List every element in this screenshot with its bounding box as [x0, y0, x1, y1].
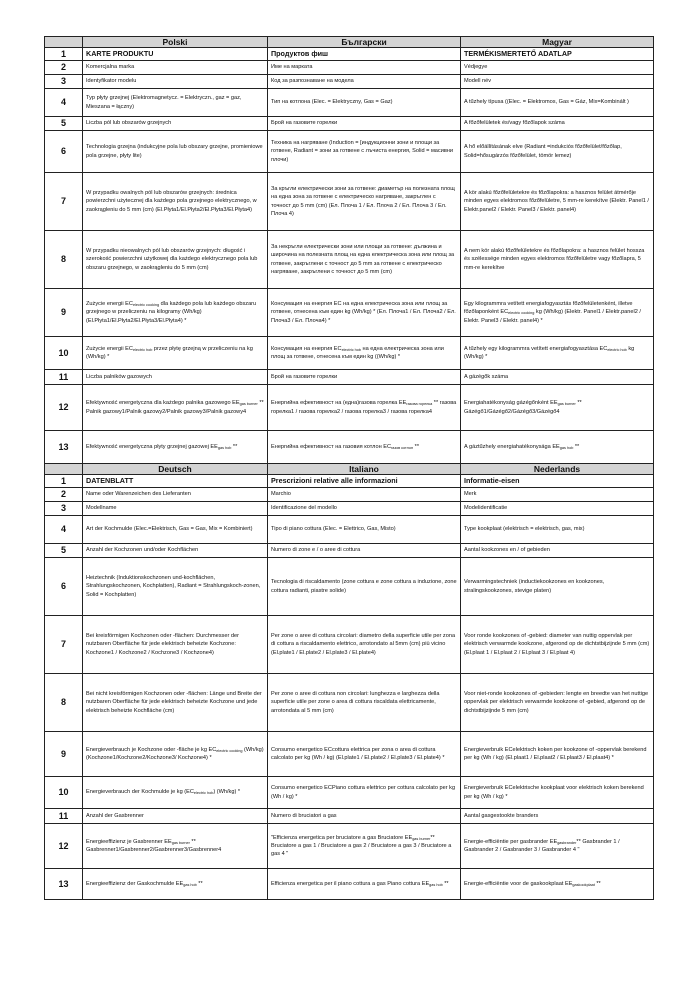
table-row — [45, 370, 654, 385]
table-row — [45, 48, 654, 61]
cell-dutch: Energie-efficiëntie per gasbrander $EE_{gasbrander}**$ Gasbrander 1 / Gasbrander 2 / Gasbrander 3 / Gasbrander 4 " — [461, 824, 654, 869]
row-number: 9 — [45, 289, 83, 337]
cell-hungarian: A nem kör alakú főzőfelületekre és főzőlapokra: a hasznos felület hossza és szélessége minden egyes elektromos főzőfelületre vagy főzőlapra, 5 mm-re kerekítve — [461, 231, 654, 289]
cell-polish: Technologia grzejna (indukcyjne pola lub obszary grzejne, promieniowe pola grzejne, płyty lite) — [83, 131, 268, 173]
cell-bulgarian: Консумация на енергия $EC_{electric hob}$ на една електрическа зона или площ за готвене, отнесена към един kg ((Wh/kg) * — [268, 337, 461, 370]
row-number: 11 — [45, 370, 83, 385]
cell-polish: Komercjalna marka — [83, 61, 268, 75]
cell-polish: Zużycie energii $EC_{electric hob}$ przez płytę grzejną w przeliczeniu na kg (Wh/kg) * — [83, 337, 268, 370]
row-number: 1 — [45, 48, 83, 61]
cell-german: Art der Kochmulde (Elec.=Elektrisch, Gas = Gas, Mix = Kombiniert) — [83, 516, 268, 544]
cell-dutch: Energieverbruik ECelektrisch koken per kookzone of -oppervlak berekend per kg (Wh / kg) (El.plaat1 / El.plaat2 / El.plaat3 / El.plaat4) * — [461, 732, 654, 777]
row-number: 8 — [45, 231, 83, 289]
cell-dutch: Verwarmingstechniek (inductiekookzones en kookzones, stralingskookzones, stevige platen) — [461, 558, 654, 616]
row-number: 7 — [45, 616, 83, 674]
cell-polish: W przypadku owalnych pól lub obszarów grzejnych: średnica powierzchni użytecznej dla każdego pola grzejnego elektrycznego, w zaokrągleniu do 5 mm (cm) (El.Płyta1/El.Płyta2/El.Płyta3/El.Płyta4) — [83, 173, 268, 231]
language-header-polish: Polski — [83, 37, 268, 48]
cell-dutch: Modelidentificatie — [461, 502, 654, 516]
product-fiche-sheet — [44, 36, 653, 900]
cell-italian: "Efficienza energetica per bruciatore a gas Bruciatore $EE_{gas burner}**$ Bruciatore a gas 1 / Bruciatore a gas 2 / Bruciatore a gas 3 / Bruciatore a gas 4 " — [268, 824, 461, 869]
cell-italian: Numero di bruciatori a gas — [268, 809, 461, 824]
cell-hungarian: Védjegye — [461, 61, 654, 75]
cell-dutch: Merk — [461, 488, 654, 502]
cell-dutch: Energie-efficiëntie voor de gaskookplaat $EE_{gaskookplaat}$ ** — [461, 869, 654, 900]
row-number: 3 — [45, 75, 83, 89]
cell-hungarian: Modell név — [461, 75, 654, 89]
cell-bulgarian: За некръгли електрически зони или площи за готвене: дължина и широчина на полезната площ на една електрическа зона или площ за готвене, закръглени с точност до 5 mm за готвене с електрическо нагряване, закръглени с точност до 5 mm (cm) — [268, 231, 461, 289]
table-row — [45, 488, 654, 502]
table-row — [45, 61, 654, 75]
cell-polish: Efektywność energetyczna płyty grzejnej gazowej $EE_{gas hob}$ ** — [83, 431, 268, 464]
cell-polish: Typ płyty grzejnej (Elektromagnetycz. = Elektryczn., gaz = gaz, Mieszana = łączny) — [83, 89, 268, 117]
cell-polish: Efektywność energetyczna dla każdego palnika gazowego $EE_{gas burner}$ ** Palnik gazowy1/Palnik gazowy2/Palnik gazowy3/Palnik gazowy4 — [83, 385, 268, 431]
language-header-row — [45, 37, 654, 48]
row-number: 2 — [45, 61, 83, 75]
cell-german: Heiztechnik (Induktionskochzonen und-kochflächen, Strahlungskochzonen, Kochplatten), Radiant = Strahlungskoch-zonen, Solid = Kochplatten) — [83, 558, 268, 616]
cell-dutch: Informatie-eisen — [461, 475, 654, 488]
cell-italian: Consumo energetico ECPiano cottura elettrico per cottura calcolato per kg (Wh / kg) * — [268, 777, 461, 809]
cell-italian: Tecnologia di riscaldamento (zone cottura e zone cottura a induzione, zone cottura radianti, piastre solide) — [268, 558, 461, 616]
row-number: 10 — [45, 777, 83, 809]
cell-bulgarian: Продуктов фиш — [268, 48, 461, 61]
cell-hungarian: Energiahatékonyság gázégőnként $EE_{gas burner}$ ** Gázégő1/Gázégő2/Gázégő3/Gázégő4 — [461, 385, 654, 431]
table-row — [45, 616, 654, 674]
cell-dutch: Aantal kookzones en / of gebieden — [461, 544, 654, 558]
cell-german: Name oder Warenzeichen des Lieferanten — [83, 488, 268, 502]
language-header-row — [45, 464, 654, 475]
cell-polish: Zużycie energii $EC_{electric cooking}$ dla każdego pola lub każdego obszaru grzejnego w przeliczeniu na kilogramy (Wh/kg) (El.Płyta1/El.Płyta2/El.Płyta3/El.Płyta4) * — [83, 289, 268, 337]
cell-dutch: Voor ronde kookzones of -gebied: diameter van nuttig oppervlak per elektrisch verwarmde kookzone, afgerond op de dichtstbijzijnde 5 mm (cm) (El.plaat 1 / El.plaat 2 / El.plaat 3 / El.plaat 4) — [461, 616, 654, 674]
cell-italian: Per zone o aree di cottura non circolari: lunghezza e larghezza della superficie utile per zone o area di cottura riscaldata elettricamente, arrotondata al 5 mm (cm) — [268, 674, 461, 732]
row-number: 7 — [45, 173, 83, 231]
table-row — [45, 75, 654, 89]
cell-german: Energieverbrauch der Kochmulde je kg $(EC_{electric hob})$ (Wh/kg) * — [83, 777, 268, 809]
table-row — [45, 173, 654, 231]
cell-italian: Numero di zone e / o aree di cottura — [268, 544, 461, 558]
language-header-italian: Italiano — [268, 464, 461, 475]
table-row — [45, 431, 654, 464]
cell-hungarian: A tűzhely egy kilogrammra vetített energiafogyasztása $EC_{electric hob}$ kg (Wh/kg) * — [461, 337, 654, 370]
cell-dutch: Voor niet-ronde kookzones of -gebieden: lengte en breedte van het nuttige oppervlak per elektrisch verwarmde kookzone of -gebied, afgerond op de dichtstbijzijnde 5 mm (cm) — [461, 674, 654, 732]
row-number: 5 — [45, 117, 83, 131]
table-row — [45, 385, 654, 431]
row-number: 13 — [45, 431, 83, 464]
language-header-hungarian: Magyar — [461, 37, 654, 48]
cell-italian: Efficienza energetica per il piano cottura a gas Piano cottura $EE_{gas hob}$ ** — [268, 869, 461, 900]
table-row — [45, 777, 654, 809]
header-corner-cell — [45, 37, 83, 48]
cell-german: Energieeffizienz je Gasbrenner $EE_{gas burner}$ ** Gasbrenner1/Gasbrenner2/Gasbrenner3/Gasbrenner4 — [83, 824, 268, 869]
cell-dutch: Type kookplaat (elektrisch = elektrisch, gas, mix) — [461, 516, 654, 544]
cell-bulgarian: Код за разпознаване на модела — [268, 75, 461, 89]
cell-hungarian: A gázégők száma — [461, 370, 654, 385]
cell-hungarian: Egy kilogrammra vetített energiafogyasztás főzőfelületenként, illetve főzőlaponként $EC_{electric cooking}$ kg (Wh/kg) (Elektr. Panel1 / Elektr.panel2 / Elektr. Panel3 / Elektr. panel4) * — [461, 289, 654, 337]
cell-dutch: Aantal gasgestookte branders — [461, 809, 654, 824]
table-row — [45, 337, 654, 370]
table-row — [45, 131, 654, 173]
row-number: 1 — [45, 475, 83, 488]
cell-german: Bei kreisförmigen Kochzonen oder -flächen: Durchmesser der nutzbaren Oberfläche für jede elektrisch beheizte Kochzone: Kochzone1 / Kochzone2 / Kochzone3 / Kochzone4) — [83, 616, 268, 674]
row-number: 2 — [45, 488, 83, 502]
cell-italian: Tipo di piano cottura (Elec. = Elettrico, Gas, Misto) — [268, 516, 461, 544]
row-number: 8 — [45, 674, 83, 732]
table-row — [45, 502, 654, 516]
cell-bulgarian: Брой на газовите горелки — [268, 370, 461, 385]
cell-hungarian: A gáztűzhely energiahatékonysága $EE_{gas hob}$ ** — [461, 431, 654, 464]
cell-polish: Identyfikator modelu — [83, 75, 268, 89]
language-header-dutch: Nederlands — [461, 464, 654, 475]
cell-german: Bei nicht kreisförmigen Kochzonen oder -flächen: Länge und Breite der nutzbaren Oberfläche für jede elektrisch beheizte Kochzone und jede elektrisch beheizte Kochfläche (cm) — [83, 674, 268, 732]
row-number: 5 — [45, 544, 83, 558]
row-number: 4 — [45, 89, 83, 117]
cell-italian: Consumo energetico ECcottura elettrica per zona o area di cottura calcolato per kg (Wh / kg) (El.plate1 / El.plate2 / El.plate3 / El.plate4) * — [268, 732, 461, 777]
row-number: 10 — [45, 337, 83, 370]
cell-bulgarian: Техника на нагряване (Induction = [индукционни зони и площи за готвене, Radiant = зони за готвене с лъчиста енергия, Solid = масивни плочи) — [268, 131, 461, 173]
cell-bulgarian: За кръгли електрически зони за готвене: диаметър на полезната площ на една зона за готвене с електрическо нагряване, закръглен с точност до 5 mm (cm) (Ел. Плоча 1 / Ел. Плоча 2 / Ел. Плоча 3 / Ел. Плоча 4) — [268, 173, 461, 231]
cell-dutch: Energieverbruik ECelektrische kookplaat voor elektrisch koken berekend per kg (Wh / kg) * — [461, 777, 654, 809]
cell-bulgarian: Енергийна ефективност на газовия котлон $EC_{газов котлон}$ ** — [268, 431, 461, 464]
table-row — [45, 558, 654, 616]
language-header-bulgarian: Български — [268, 37, 461, 48]
cell-german: Energieverbrauch je Kochzone oder -fläche je kg $EC_{electric cooking}$ (Wh/kg) (Kochzone1/Kochzone2/Kochzone3/ Kochzone4) * — [83, 732, 268, 777]
table-row — [45, 674, 654, 732]
row-number: 6 — [45, 131, 83, 173]
cell-hungarian: A tűzhely típusa ((Elec. = Elektromos, Gas = Gáz, Mix=Kombinált ) — [461, 89, 654, 117]
cell-hungarian: A hő előállításának elve (Radiant =indukciós főzőfelület/főzőlap, Solid=hősugárzós főzőfelület, tömör lemez) — [461, 131, 654, 173]
table-row — [45, 824, 654, 869]
row-number: 13 — [45, 869, 83, 900]
table-row — [45, 732, 654, 777]
table-row — [45, 809, 654, 824]
table-row — [45, 289, 654, 337]
product-fiche-table — [44, 36, 654, 900]
cell-italian: Marchio — [268, 488, 461, 502]
header-corner-cell — [45, 464, 83, 475]
cell-italian: Prescrizioni relative alle informazioni — [268, 475, 461, 488]
table-row — [45, 869, 654, 900]
cell-german: Anzahl der Gasbrenner — [83, 809, 268, 824]
language-header-german: Deutsch — [83, 464, 268, 475]
row-number: 12 — [45, 385, 83, 431]
cell-bulgarian: Консумация на енергия EC на една електрическа зона или площ за готвене, отнесена към един kg (Wh/kg) * (Ел. Плоча1 / Ел. Плоча2 / Ел. Плоча3 / Ел. Плоча4) * — [268, 289, 461, 337]
cell-hungarian: A főzőfelületek és/vagy főzőlapok száma — [461, 117, 654, 131]
cell-bulgarian: Име на марката — [268, 61, 461, 75]
row-number: 9 — [45, 732, 83, 777]
cell-german: DATENBLATT — [83, 475, 268, 488]
cell-german: Anzahl der Kochzonen und/oder Kochflächen — [83, 544, 268, 558]
table-row — [45, 544, 654, 558]
row-number: 3 — [45, 502, 83, 516]
cell-hungarian: TERMÉKISMERTETŐ ADATLAP — [461, 48, 654, 61]
cell-hungarian: A kör alakú főzőfelületekre és főzőlapokra: a hasznos felület átmérője minden egyes elektromos főzőfelületre, 5 mm-re kerekítve (Elektr. Panel1 / Elektr.panel2 / Elektr. Panel3 / Elektr. panel4) — [461, 173, 654, 231]
cell-polish: Liczba palników gazowych — [83, 370, 268, 385]
table-row — [45, 89, 654, 117]
table-row — [45, 117, 654, 131]
table-body — [45, 37, 654, 900]
cell-bulgarian: Тип на котлона (Elec. = Elektryczny, Gas = Gaz) — [268, 89, 461, 117]
cell-polish: Liczba pól lub obszarów grzejnych — [83, 117, 268, 131]
table-row — [45, 231, 654, 289]
cell-german: Energieeffizienz der Gaskochmulde $EE_{gas hob}$ ** — [83, 869, 268, 900]
cell-polish: KARTE PRODUKTU — [83, 48, 268, 61]
cell-polish: W przypadku nieowalnych pól lub obszarów grzejnych: długość i szerokość powierzchni użytkowej dla każdego elektrycznego pola lub obszaru grzejnego, w zaokrągleniu do 5 mm (cm) — [83, 231, 268, 289]
cell-german: Modellname — [83, 502, 268, 516]
row-number: 11 — [45, 809, 83, 824]
row-number: 4 — [45, 516, 83, 544]
row-number: 12 — [45, 824, 83, 869]
row-number: 6 — [45, 558, 83, 616]
table-row — [45, 516, 654, 544]
cell-italian: Identificazione del modello — [268, 502, 461, 516]
cell-italian: Per zone o aree di cottura circolari: diametro della superficie utile per zona di cottura a riscaldamento elettrico, arrotondato al 5mm (cm) più vicino (El.plate1 / El.plate2 / El.plate3 / El.plate4) — [268, 616, 461, 674]
cell-bulgarian: Брой на газовите горелки — [268, 117, 461, 131]
table-row — [45, 475, 654, 488]
cell-bulgarian: Енергийна ефективност на (една)газова горелка $EE_{газова горелка}$ ** газова горелка1 / газова горелка2 / газова горелка3 / газова горелка4 — [268, 385, 461, 431]
